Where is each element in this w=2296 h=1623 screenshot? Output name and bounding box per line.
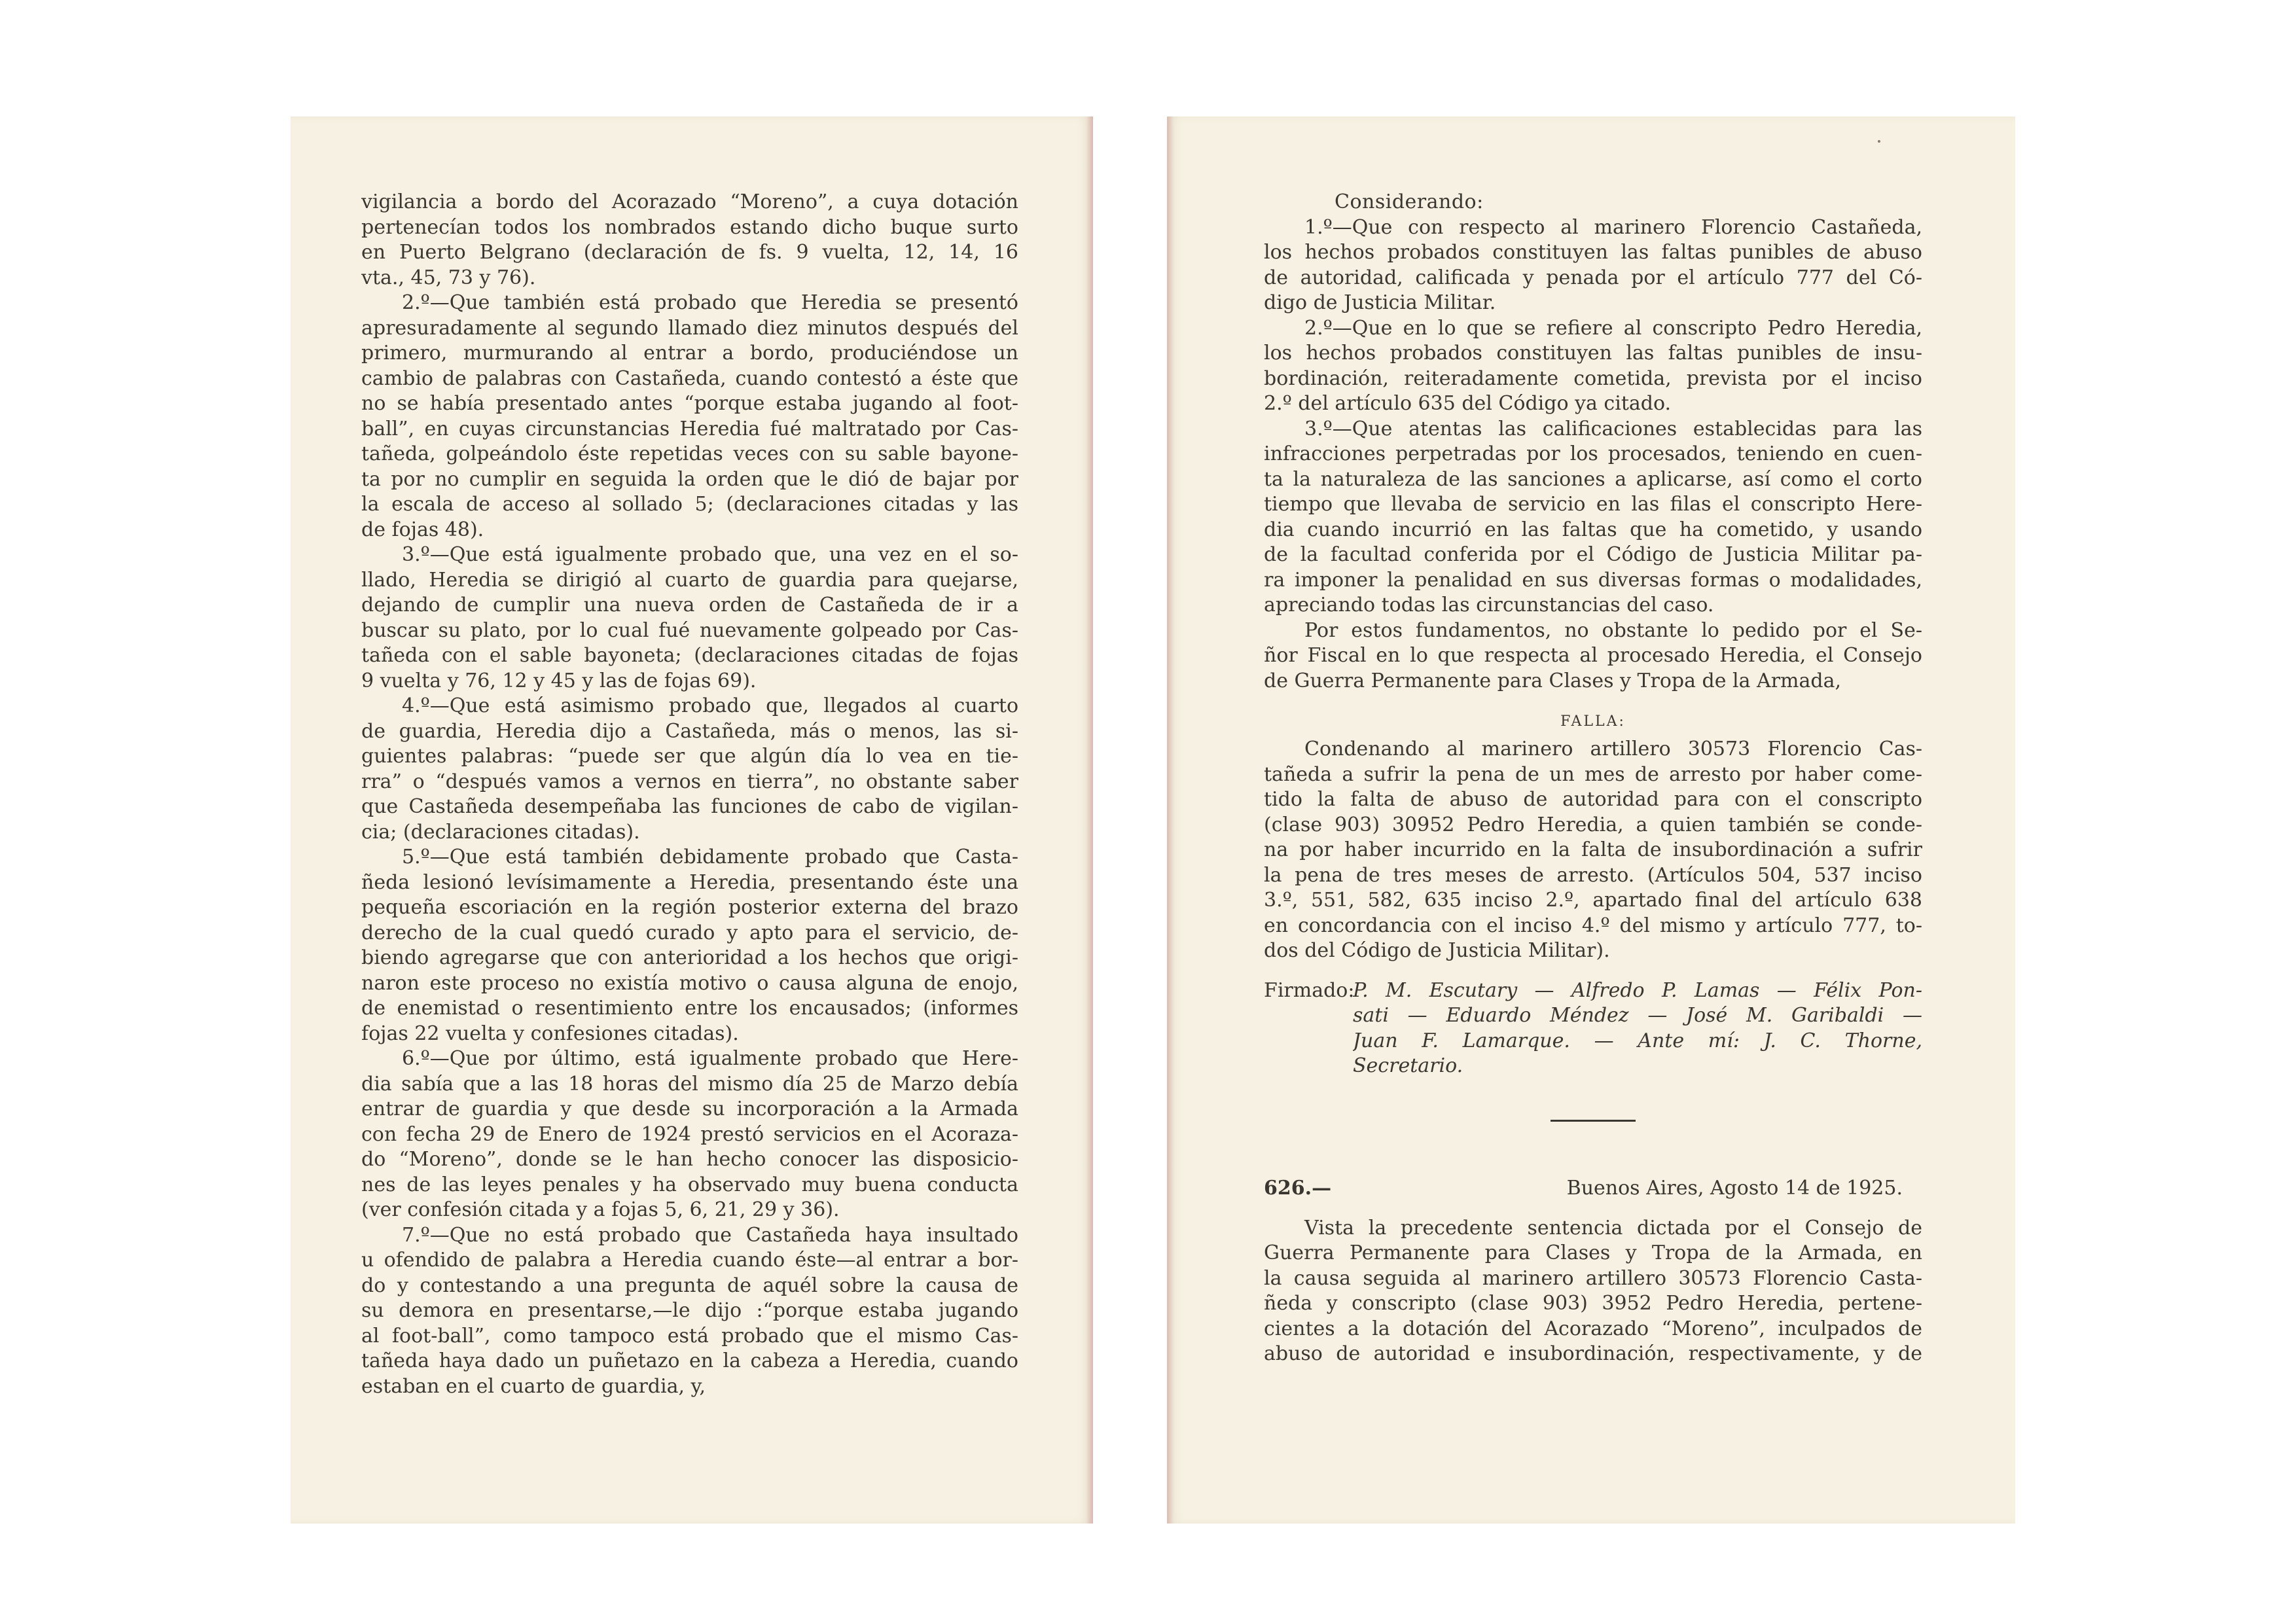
- text-line: de Guerra Permanente para Clases y Tropa de la Armada,: [1264, 669, 1842, 692]
- signature-line: P. M. Escutary — Alfredo P. Lamas — Félix Pon-: [1353, 978, 1922, 1002]
- text-line: nes de las leyes penales y ha observado muy buena conducta: [361, 1173, 1018, 1196]
- text-line: su demora en presentarse,—le dijo :“porque estaba jugando: [361, 1299, 1018, 1322]
- paper-speck: [1878, 140, 1880, 143]
- text-line: abuso de autoridad e insubordinación, respectivamente, y de: [1264, 1342, 1922, 1365]
- text-line: dos del Código de Justicia Militar).: [1264, 939, 1610, 962]
- text-line: guientes palabras: “puede ser que algún día lo vea en tie-: [361, 745, 1018, 768]
- left-page-text: [361, 190, 1018, 1399]
- text-line: 2.º del artículo 635 del Código ya citado.: [1264, 392, 1672, 415]
- text-line: 5.º—Que está también debidamente probado que Casta-: [402, 846, 1018, 868]
- signature-block: [1264, 978, 1922, 1079]
- text-line: 4.º—Que está asimismo probado que, llegados al cuarto: [402, 694, 1018, 717]
- text-line: 2.º—Que también está probado que Heredia se presentó: [402, 291, 1018, 314]
- text-line: Condenando al marinero artillero 30573 Florencio Cas-: [1304, 738, 1922, 760]
- text-line: apresuradamente al segundo llamado diez minutos después del: [361, 316, 1018, 340]
- text-line: ta la naturaleza de las sanciones a aplicarse, así como el corto: [1264, 467, 1922, 491]
- text-line: u ofendido de palabra a Heredia cuando éste—al entrar a bor-: [361, 1249, 1018, 1272]
- text-line: en concordancia con el inciso 4.º del mismo y artículo 777, to-: [1264, 914, 1922, 937]
- text-line: vigilancia a bordo del Acorazado “Moreno”, a cuya dotación: [361, 190, 1018, 213]
- text-line: na por haber incurrido en la falta de insubordinación a sufrir: [1264, 838, 1922, 861]
- section-divider: [1551, 1120, 1636, 1122]
- text-line: tiempo que llevaba de servicio en las filas el conscripto Here-: [1264, 493, 1922, 516]
- text-line: do y contestando a una pregunta de aquél sobre la causa de: [361, 1274, 1018, 1297]
- text-line: do “Moreno”, donde se le han hecho conocer las disposicio-: [361, 1148, 1018, 1171]
- text-line: cientes a la dotación del Acorazado “Moreno”, inculpados de: [1264, 1317, 1922, 1340]
- text-line: ñeda lesionó levísimamente a Heredia, presentando éste una: [361, 870, 1018, 894]
- text-line: (ver confesión citada y a fojas 5, 6, 21, 29 y 36).: [361, 1198, 840, 1221]
- text-line: llado, Heredia se dirigió al cuarto de guardia para quejarse,: [361, 568, 1018, 592]
- text-line: tañeda a sufrir la pena de un mes de arresto por haber come-: [1264, 762, 1922, 786]
- text-line: pequeña escoriación en la región posterior externa del brazo: [361, 896, 1018, 919]
- text-line: biendo agregarse que con anterioridad a los hechos que origi-: [361, 946, 1018, 969]
- text-line: digo de Justicia Militar.: [1264, 291, 1496, 314]
- text-line: los hechos probados constituyen las faltas punibles de abuso: [1264, 241, 1922, 264]
- text-line: apreciando todas las circunstancias del caso.: [1264, 594, 1714, 616]
- right-page-gutter-shadow: [1167, 116, 1174, 1524]
- considerando-paragraphs: [1264, 215, 1922, 694]
- text-line: en Puerto Belgrano (declaración de fs. 9 vuelta, 12, 14, 16: [361, 241, 1018, 264]
- text-line: buscar su plato, por lo cual fué nuevamente golpeado por Cas-: [361, 618, 1018, 642]
- text-line: los hechos probados constituyen las faltas punibles de insu-: [1264, 342, 1922, 365]
- text-line: cia; (declaraciones citadas).: [361, 820, 640, 844]
- text-line: ñor Fiscal en lo que respecta al procesado Heredia, el Consejo: [1264, 644, 1922, 667]
- text-line: dejando de cumplir una nueva orden de Castañeda de ir a: [361, 594, 1018, 616]
- text-line: Guerra Permanente para Clases y Tropa de la Armada, en: [1264, 1241, 1922, 1264]
- text-line: 6.º—Que por último, está igualmente probado que Here-: [402, 1047, 1018, 1070]
- text-line: cambio de palabras con Castañeda, cuando contestó a éste que: [361, 366, 1018, 390]
- text-line: dia cuando incurrió en las faltas que ha cometido, y usando: [1264, 518, 1922, 541]
- text-line: tañeda, golpeándolo éste repetidas veces con su sable bayone-: [361, 442, 1018, 465]
- text-line: de fojas 48).: [361, 518, 484, 541]
- text-line: vta., 45, 73 y 76).: [361, 266, 536, 289]
- signature-label: Firmado:: [1264, 978, 1355, 1002]
- text-line: 3.º—Que está igualmente probado que, una vez en el so-: [402, 543, 1018, 566]
- record-number: 626.—: [1264, 1176, 1332, 1200]
- text-line: de autoridad, calificada y penada por el artículo 777 del Có-: [1264, 266, 1922, 289]
- text-line: ta por no cumplir en seguida la orden que le dió de bajar por: [361, 467, 1018, 491]
- text-line: fojas 22 vuelta y confesiones citadas).: [361, 1022, 739, 1045]
- text-line: (clase 903) 30952 Pedro Heredia, a quien también se conde-: [1264, 813, 1922, 836]
- text-line: 1.º—Que con respecto al marinero Florencio Castañeda,: [1304, 215, 1922, 239]
- left-page-gutter-shadow: [1086, 116, 1093, 1524]
- signature-names: [1353, 978, 1922, 1079]
- text-line: con fecha 29 de Enero de 1924 prestó servicios en el Acoraza-: [361, 1122, 1018, 1146]
- text-line: ball”, en cuyas circunstancias Heredia fué maltratado por Cas-: [361, 417, 1018, 440]
- right-page: [1167, 116, 2015, 1524]
- considerando-heading: Considerando:: [1335, 190, 1484, 213]
- text-line: 2.º—Que en lo que se refiere al conscripto Pedro Heredia,: [1304, 316, 1922, 340]
- text-line: tido la falta de abuso de autoridad para con el conscripto: [1264, 788, 1922, 811]
- text-line: ñeda y conscripto (clase 903) 3952 Pedro Heredia, pertene-: [1264, 1292, 1922, 1315]
- text-line: ra imponer la penalidad en sus diversas formas o modalidades,: [1264, 568, 1922, 592]
- text-line: de la facultad conferida por el Código de Justicia Militar pa-: [1264, 543, 1922, 566]
- text-line: 3.º, 551, 582, 635 inciso 2.º, apartado final del artículo 638: [1264, 889, 1922, 912]
- text-line: tañeda haya dado un puñetazo en la cabeza a Heredia, cuando: [361, 1349, 1018, 1372]
- text-line: pertenecían todos los nombrados estando dicho buque surto: [361, 215, 1018, 239]
- vista-paragraph: [1264, 1216, 1922, 1367]
- signature-line: Secretario.: [1353, 1054, 1463, 1077]
- text-line: de enemistad o resentimiento entre los encausados; (informes: [361, 997, 1018, 1020]
- text-line: al foot-ball”, como tampoco está probado que el mismo Cas-: [361, 1324, 1018, 1347]
- text-line: bordinación, reiteradamente cometida, prevista por el inciso: [1264, 366, 1922, 390]
- record-date: Buenos Aires, Agosto 14 de 1925.: [1566, 1176, 1903, 1200]
- record-header: [1264, 1175, 1922, 1202]
- text-line: Vista la precedente sentencia dictada por el Consejo de: [1304, 1216, 1922, 1240]
- falla-heading: FALLA:: [1560, 713, 1626, 730]
- text-line: de guardia, Heredia dijo a Castañeda, más o menos, las si-: [361, 719, 1018, 743]
- text-line: 7.º—Que no está probado que Castañeda haya insultado: [402, 1223, 1018, 1247]
- signature-line: Juan F. Lamarque. — Ante mí: J. C. Thorne,: [1353, 1029, 1922, 1052]
- text-line: no se había presentado antes “porque estaba jugando al foot-: [361, 392, 1018, 415]
- text-line: derecho de la cual quedó curado y apto para el servicio, de-: [361, 921, 1018, 944]
- text-line: la pena de tres meses de arresto. (Artículos 504, 537 inciso: [1264, 863, 1922, 887]
- text-line: la causa seguida al marinero artillero 30573 Florencio Casta-: [1264, 1266, 1922, 1290]
- text-line: naron este proceso no existía motivo o causa alguna de enojo,: [361, 971, 1018, 995]
- text-line: infracciones perpetradas por los procesados, teniendo en cuen-: [1264, 442, 1922, 465]
- falla-paragraph: [1264, 737, 1922, 964]
- text-line: dia sabía que a las 18 horas del mismo día 25 de Marzo debía: [361, 1072, 1018, 1096]
- text-line: que Castañeda desempeñaba las funciones de cabo de vigilan-: [361, 795, 1018, 818]
- text-line: rra” o “después vamos a vernos en tierra”, no obstante saber: [361, 770, 1018, 793]
- text-line: estaban en el cuarto de guardia, y,: [361, 1374, 706, 1398]
- text-line: tañeda con el sable bayoneta; (declaraciones citadas de fojas: [361, 644, 1018, 667]
- text-line: primero, murmurando al entrar a bordo, produciéndose un: [361, 342, 1018, 365]
- text-line: 3.º—Que atentas las calificaciones establecidas para las: [1304, 417, 1922, 440]
- left-page: [291, 116, 1093, 1524]
- text-line: Por estos fundamentos, no obstante lo pedido por el Se-: [1304, 618, 1922, 642]
- right-page-text: [1264, 190, 1922, 1367]
- signature-line: sati — Eduardo Méndez — José M. Garibaldi —: [1353, 1004, 1922, 1027]
- text-line: entrar de guardia y que desde su incorporación a la Armada: [361, 1097, 1018, 1120]
- text-line: la escala de acceso al sollado 5; (declaraciones citadas y las: [361, 493, 1018, 516]
- text-line: 9 vuelta y 76, 12 y 45 y las de fojas 69).: [361, 669, 757, 692]
